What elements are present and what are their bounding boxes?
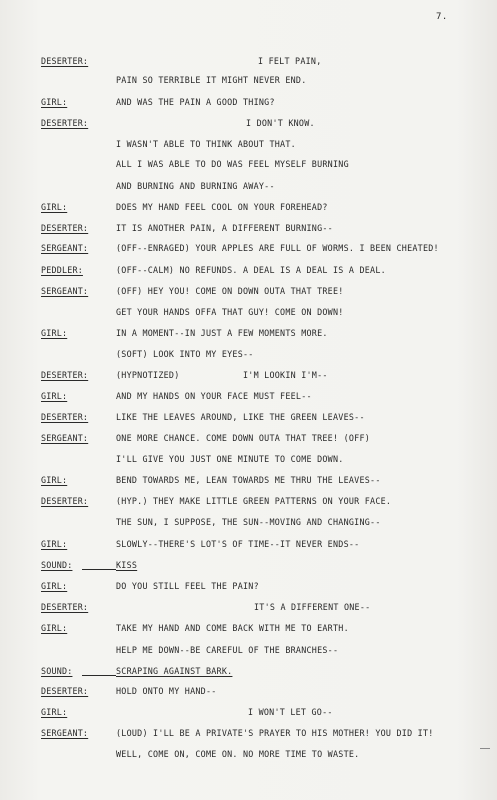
dialogue-text: IN A MOMENT--IN JUST A FEW MOMENTS MORE. — [116, 328, 328, 338]
dialogue-text: ONE MORE CHANCE. COME DOWN OUTA THAT TREE! (OFF) — [116, 433, 371, 443]
dialogue-text: (HYPNOTIZED) I'M LOOKIN I'M-- — [116, 370, 328, 380]
speaker-label: PEDDLER: — [41, 265, 83, 275]
script-line — [0, 116, 497, 130]
dialogue-text: DO YOU STILL FEEL THE PAIN? — [116, 581, 259, 591]
dialogue-text: I DON'T KNOW. — [246, 118, 315, 128]
script-line — [0, 452, 497, 466]
script-line — [0, 137, 497, 151]
dialogue-text: AND BURNING AND BURNING AWAY-- — [116, 181, 275, 191]
dialogue-text: PAIN SO TERRIBLE IT MIGHT NEVER END. — [116, 75, 307, 85]
dialogue-text: AND WAS THE PAIN A GOOD THING? — [116, 97, 275, 107]
script-line — [0, 389, 497, 403]
script-line — [0, 621, 497, 635]
dialogue-text: TAKE MY HAND AND COME BACK WITH ME TO EARTH. — [116, 623, 349, 633]
speaker-label: GIRL: — [41, 97, 68, 107]
dialogue-text: AND MY HANDS ON YOUR FACE MUST FEEL-- — [116, 391, 312, 401]
script-line — [0, 95, 497, 109]
speaker-label: DESERTER: — [41, 118, 89, 128]
script-line — [0, 179, 497, 193]
dialogue-text: WELL, COME ON, COME ON. NO MORE TIME TO WASTE. — [116, 749, 360, 759]
dialogue-text: BEND TOWARDS ME, LEAN TOWARDS ME THRU THE LEAVES-- — [116, 475, 381, 485]
script-line — [0, 73, 497, 87]
sound-underline — [82, 569, 116, 570]
sound-underline — [82, 675, 116, 676]
speaker-label: DESERTER: — [41, 602, 89, 612]
dialogue-text: (OFF) HEY YOU! COME ON DOWN OUTA THAT TREE! — [116, 286, 344, 296]
script-line — [0, 368, 497, 382]
dialogue-text: HELP ME DOWN--BE CAREFUL OF THE BRANCHES-- — [116, 645, 339, 655]
page-number: 7. — [436, 12, 448, 22]
speaker-label: GIRL: — [41, 202, 68, 212]
dialogue-text: HOLD ONTO MY HAND-- — [116, 686, 217, 696]
script-line — [0, 473, 497, 487]
speaker-label: DESERTER: — [41, 370, 89, 380]
speaker-label: SERGEANT: — [41, 728, 89, 738]
dialogue-text: (SOFT) LOOK INTO MY EYES-- — [116, 349, 254, 359]
script-line — [0, 579, 497, 593]
script-line — [0, 643, 497, 657]
speaker-label: GIRL: — [41, 328, 68, 338]
dialogue-text: IT IS ANOTHER PAIN, A DIFFERENT BURNING-- — [116, 223, 333, 233]
speaker-label: GIRL: — [41, 539, 68, 549]
dialogue-text: (OFF--ENRAGED) YOUR APPLES ARE FULL OF WORMS. I BEEN CHEATED! — [116, 243, 439, 253]
speaker-label: DESERTER: — [41, 686, 89, 696]
dialogue-text: DOES MY HAND FEEL COOL ON YOUR FOREHEAD? — [116, 202, 328, 212]
dialogue-text: (HYP.) THEY MAKE LITTLE GREEN PATTERNS ON YOUR FACE. — [116, 496, 392, 506]
speaker-label: GIRL: — [41, 623, 68, 633]
script-line — [0, 200, 497, 214]
script-line — [0, 726, 497, 740]
dialogue-text: (LOUD) I'LL BE A PRIVATE'S PRAYER TO HIS MOTHER! YOU DID IT! — [116, 728, 434, 738]
margin-mark — [480, 748, 490, 749]
dialogue-text: ALL I WAS ABLE TO DO WAS FEEL MYSELF BURNING — [116, 159, 349, 169]
speaker-label: SERGEANT: — [41, 243, 89, 253]
speaker-label: SERGEANT: — [41, 433, 89, 443]
speaker-label: GIRL: — [41, 707, 68, 717]
dialogue-text: LIKE THE LEAVES AROUND, LIKE THE GREEN LEAVES-- — [116, 412, 365, 422]
dialogue-text: SLOWLY--THERE'S LOT'S OF TIME--IT NEVER ENDS-- — [116, 539, 360, 549]
speaker-label: DESERTER: — [41, 56, 89, 66]
script-line — [0, 705, 497, 719]
script-line — [0, 558, 497, 572]
speaker-label: SERGEANT: — [41, 286, 89, 296]
dialogue-text: (OFF--CALM) NO REFUNDS. A DEAL IS A DEAL IS A DEAL. — [116, 265, 386, 275]
speaker-label: GIRL: — [41, 391, 68, 401]
script-line — [0, 54, 497, 68]
dialogue-text: THE SUN, I SUPPOSE, THE SUN--MOVING AND CHANGING-- — [116, 517, 381, 527]
script-line — [0, 747, 497, 761]
script-line — [0, 664, 497, 678]
script-line — [0, 410, 497, 424]
script-line — [0, 600, 497, 614]
speaker-label: SOUND: — [41, 560, 73, 570]
speaker-label: SOUND: — [41, 666, 73, 676]
script-line — [0, 241, 497, 255]
script-line — [0, 326, 497, 340]
script-line — [0, 537, 497, 551]
dialogue-text: I FELT PAIN, — [258, 56, 322, 66]
script-line — [0, 263, 497, 277]
script-line — [0, 221, 497, 235]
dialogue-text: IT'S A DIFFERENT ONE-- — [254, 602, 371, 612]
speaker-label: GIRL: — [41, 475, 68, 485]
script-line — [0, 494, 497, 508]
dialogue-text: I WASN'T ABLE TO THINK ABOUT THAT. — [116, 139, 296, 149]
speaker-label: DESERTER: — [41, 496, 89, 506]
sound-cue: SCRAPING AGAINST BARK. — [116, 666, 233, 676]
sound-cue: KISS — [116, 560, 138, 570]
script-line — [0, 515, 497, 529]
speaker-label: DESERTER: — [41, 412, 89, 422]
script-line — [0, 684, 497, 698]
speaker-label: GIRL: — [41, 581, 68, 591]
dialogue-text: I'LL GIVE YOU JUST ONE MINUTE TO COME DOWN. — [116, 454, 344, 464]
dialogue-text: I WON'T LET GO-- — [248, 707, 333, 717]
speaker-label: DESERTER: — [41, 223, 89, 233]
script-line — [0, 431, 497, 445]
script-line — [0, 347, 497, 361]
script-line — [0, 305, 497, 319]
dialogue-text: GET YOUR HANDS OFFA THAT GUY! COME ON DOWN! — [116, 307, 344, 317]
script-line — [0, 157, 497, 171]
script-line — [0, 284, 497, 298]
